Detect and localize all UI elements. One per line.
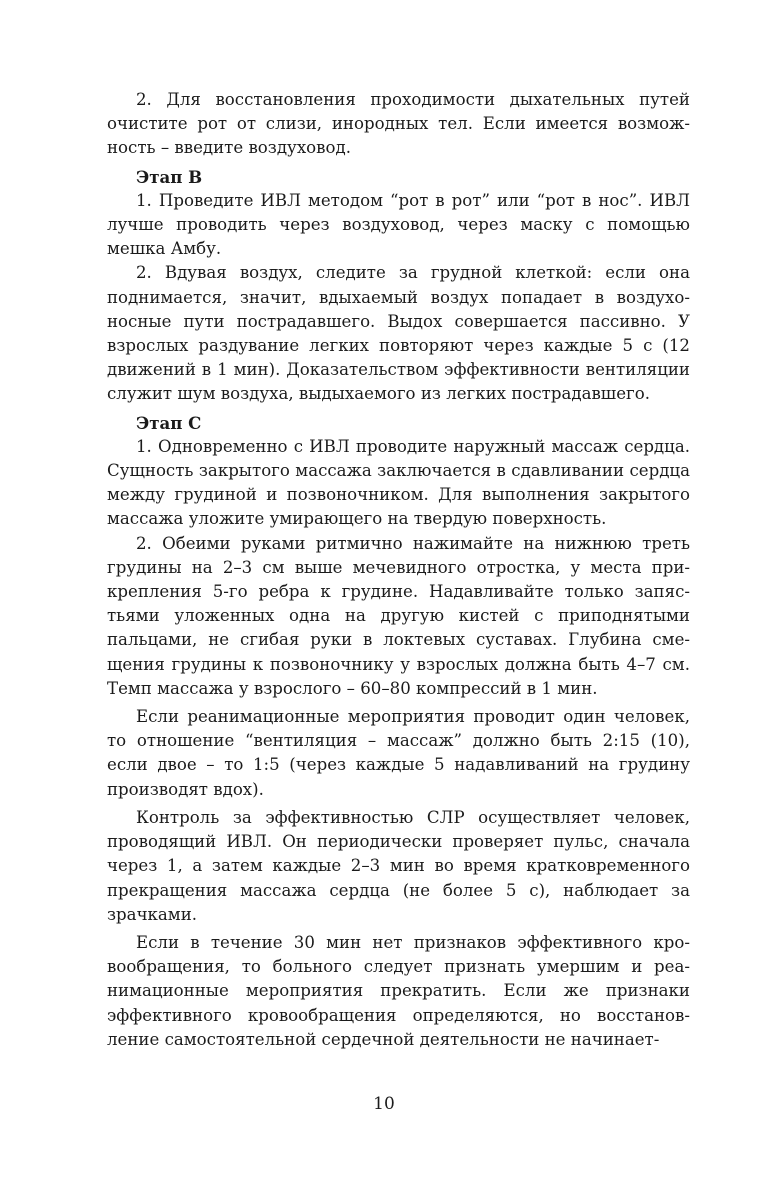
page-number: 10 [373,1094,395,1114]
heading-stage-c: Этап С [136,412,202,433]
page-body [107,88,690,1052]
paragraph-airway: 2. Для восстановления проходимости дыхательных путей очистите рот от слизи, инородных тел. Если имеется возможность – введите воздуховод. [107,90,690,158]
paragraph-ivl-method: 1. Проведите ИВЛ методом “рот в рот” или “рот в нос”. ИВЛ лучше проводить через воздуховод, через маску с помощью мешка Амбу. [107,190,690,259]
heading-stage-b: Этап В [136,166,203,187]
paragraph-ivl-breathing: 2. Вдувая воздух, следите за грудной клеткой: если она поднимается, значит, вдыхаемый воздух попадает в воздухоносные пути пострадавшего. Выдох совершается пассивно. У взрослых раздувание легких повторяют через каждые 5 с (12 движений в 1 мин). Доказательством эффективности вентиляции служит шум воздуха, выдыхаемого из легких пострадавшего. [107,263,690,404]
paragraph-ventilation-ratio: Если реанимационные мероприятия проводит один человек, то отношение “вентиляция – массаж” должно быть 2:15 (10), если двое – то 1:5 (через каждые 5 надавливаний на грудину производят вдох). [107,707,690,799]
paragraph-termination: Если в течение 30 мин нет признаков эффективного кровообращения, то больного следует признать умершим и реанимационные мероприятия прекратить. Если же признаки эффективного кровообращения определяются, но восстановление самостоятельной сердечной деятельности не начинает- [107,932,690,1049]
paragraph-heart-massage: 1. Одновременно с ИВЛ проводите наружный массаж сердца. Сущность закрытого массажа заключается в сдавливании сердца между грудиной и позвоночником. Для выполнения закрытого массажа уложите умирающего на твердую поверхность. [107,436,690,529]
paragraph-cpr-control: Контроль за эффективностью СЛР осуществляет человек, проводящий ИВЛ. Он периодически проверяет пульс, сначала через 1, а затем каждые 2–3 мин во время кратковременного прекращения массажа сердца (не более 5 с), наблюдает за зрачками. [107,807,690,924]
paragraph-compression-technique: 2. Обеими руками ритмично нажимайте на нижнюю треть грудины на 2–3 см выше мечевидного отростка, у места прикрепления 5-го ребра к грудине. Надавливайте только запястьями уложенных одна на другую кистей с приподнятыми пальцами, не сгибая руки в локтевых суставах. Глубина смещения грудины к позвоночнику у взрослых должна быть 4–7 см. Темп массажа у взрослого – 60–80 компрессий в 1 мин. [107,533,690,698]
